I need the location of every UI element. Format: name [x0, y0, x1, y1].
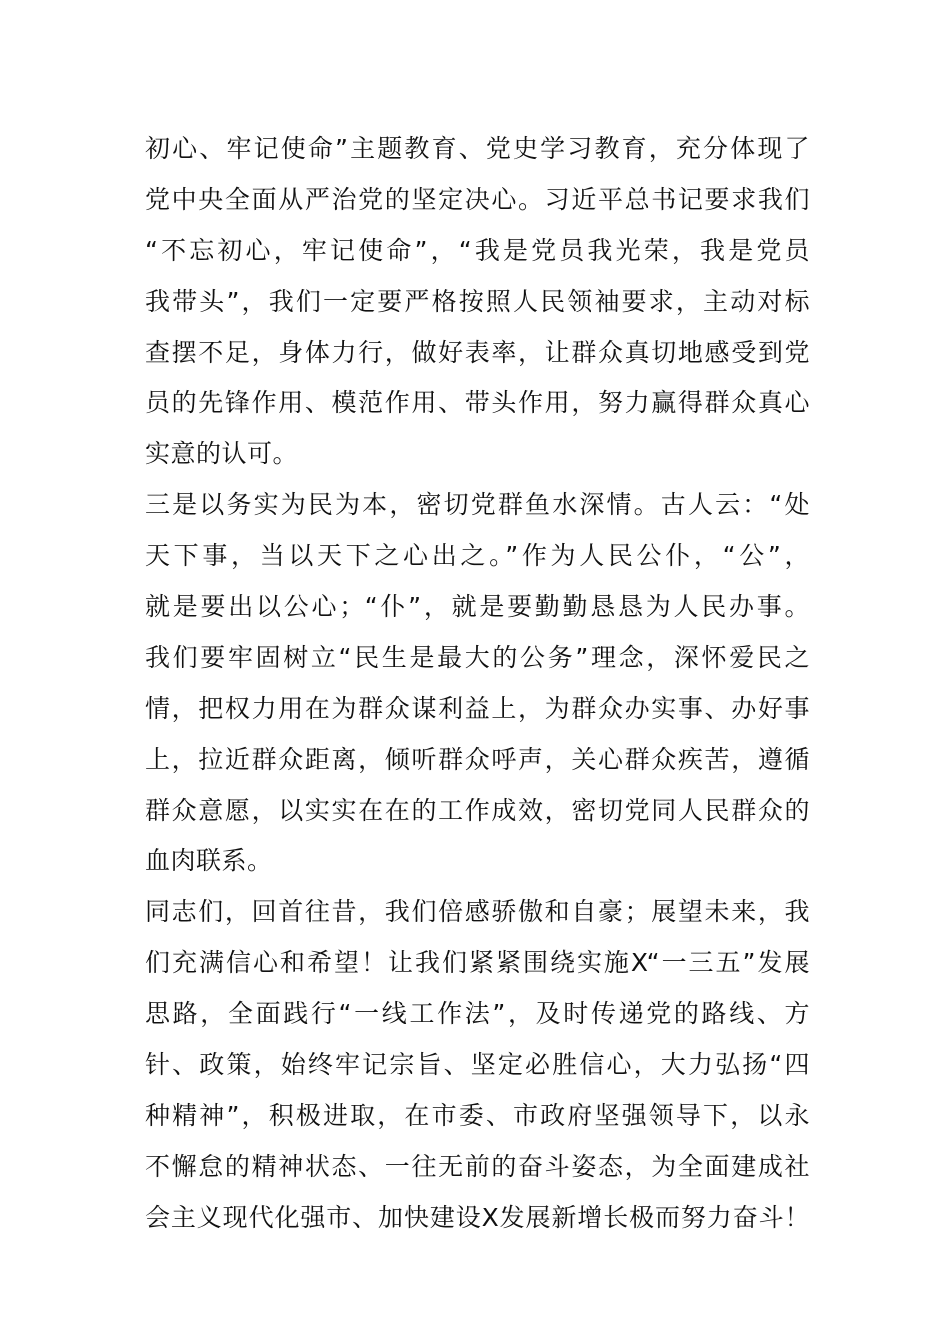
- paragraph-end-line: 血肉联系。: [145, 846, 273, 876]
- text-line: 针、政策，始终牢记宗旨、坚定必胜信心，大力弘扬“四: [145, 1050, 810, 1080]
- text-line: 思路，全面践行“一线工作法”，及时传递党的路线、方: [145, 999, 810, 1029]
- text-line: 群众意愿，以实实在在的工作成效，密切党同人民群众的: [145, 795, 810, 825]
- text-line: 就是要出以公心；“仆”，就是要勤勤恳恳为人民办事。: [145, 592, 810, 622]
- text-line: 初心、牢记使命”主题教育、党史学习教育，充分体现了: [145, 134, 810, 163]
- text-line: 三是以务实为民为本，密切党群鱼水深情。古人云：“处: [145, 490, 810, 520]
- text-line: 情，把权力用在为群众谋利益上，为群众办实事、办好事: [145, 693, 810, 723]
- text-line: 种精神”，积极进取，在市委、市政府坚强领导下，以永: [145, 1100, 810, 1130]
- text-line: 天下事，当以天下之心出之。”作为人民公仆，“公”，: [145, 541, 810, 571]
- text-line: 不懈怠的精神状态、一往无前的奋斗姿态，为全面建成社: [145, 1151, 810, 1181]
- text-line: 们充满信心和希望！让我们紧紧围绕实施X“一三五”发展: [145, 948, 810, 978]
- text-line: 员的先锋作用、模范作用、带头作用，努力赢得群众真心: [145, 388, 810, 418]
- text-line: 党中央全面从严治党的坚定决心。习近平总书记要求我们: [145, 184, 810, 214]
- text-line: 同志们，回首往昔，我们倍感骄傲和自豪；展望未来，我: [145, 897, 810, 927]
- body-text: [145, 124, 810, 1244]
- text-line: 我带头”，我们一定要严格按照人民领袖要求，主动对标: [145, 286, 810, 316]
- text-line: 查摆不足，身体力行，做好表率，让群众真切地感受到党: [145, 337, 810, 367]
- text-line: 会主义现代化强市、加快建设X发展新增长极而努力奋斗！: [145, 1202, 810, 1232]
- paragraph-end-line: 实意的认可。: [145, 439, 299, 469]
- text-line: 我们要牢固树立“民生是最大的公务”理念，深怀爱民之: [145, 642, 810, 672]
- text-line: 上，拉近群众距离，倾听群众呼声，关心群众疾苦，遵循: [145, 744, 810, 774]
- text-line: “不忘初心，牢记使命”，“我是党员我光荣，我是党员: [145, 235, 810, 265]
